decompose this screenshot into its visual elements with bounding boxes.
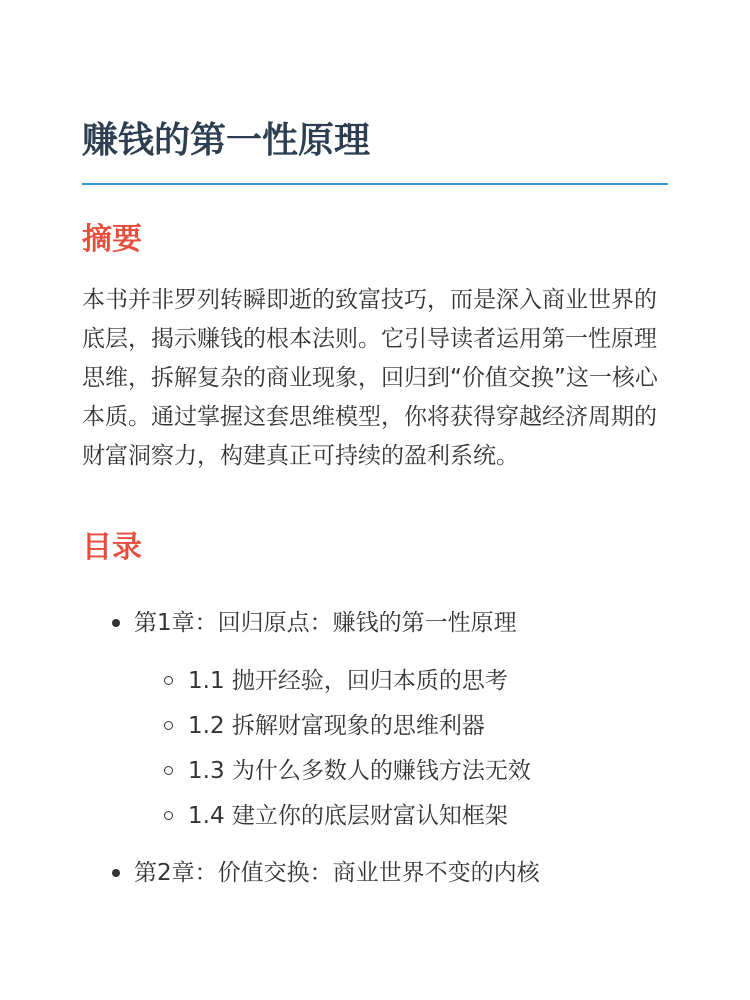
- toc-section-1-2: [134, 704, 668, 749]
- toc-section-1-3: [134, 749, 668, 794]
- section-label: 1.3 为什么多数人的赚钱方法无效: [188, 758, 531, 784]
- toc-chapter-2: [82, 853, 668, 893]
- circle-bullet-icon: [164, 676, 173, 685]
- toc-section-1-1: [134, 659, 668, 704]
- circle-bullet-icon: [164, 766, 173, 775]
- toc-heading: 目录: [82, 530, 142, 565]
- disc-bullet-icon: [112, 619, 120, 627]
- section-label: 1.2 拆解财富现象的思维利器: [188, 713, 485, 739]
- summary-heading: 摘要: [82, 222, 142, 257]
- toc-list: [82, 603, 668, 893]
- section-label: 1.1 抛开经验，回归本质的思考: [188, 668, 508, 694]
- circle-bullet-icon: [164, 721, 173, 730]
- toc-section-1-4: [134, 794, 668, 839]
- summary-text: 本书并非罗列转瞬即逝的致富技巧，而是深入商业世界的底层，揭示赚钱的根本法则。它引导读者运用第一性原理思维，拆解复杂的商业现象，回归到“价值交换”这一核心本质。通过掌握这套思维模型，你将获得穿越经济周期的财富洞察力，构建真正可持续的盈利系统。: [82, 287, 658, 469]
- disc-bullet-icon: [112, 869, 120, 877]
- title-divider: [82, 183, 668, 185]
- section-label: 1.4 建立你的底层财富认知框架: [188, 803, 508, 829]
- toc-chapter-1: [82, 603, 668, 839]
- page-title: 赚钱的第一性原理: [82, 120, 371, 161]
- chapter-label: 第1章：回归原点：赚钱的第一性原理: [134, 610, 517, 636]
- chapter-1-sections: [134, 659, 668, 839]
- chapter-label: 第2章：价值交换：商业世界不变的内核: [134, 860, 540, 886]
- circle-bullet-icon: [164, 811, 173, 820]
